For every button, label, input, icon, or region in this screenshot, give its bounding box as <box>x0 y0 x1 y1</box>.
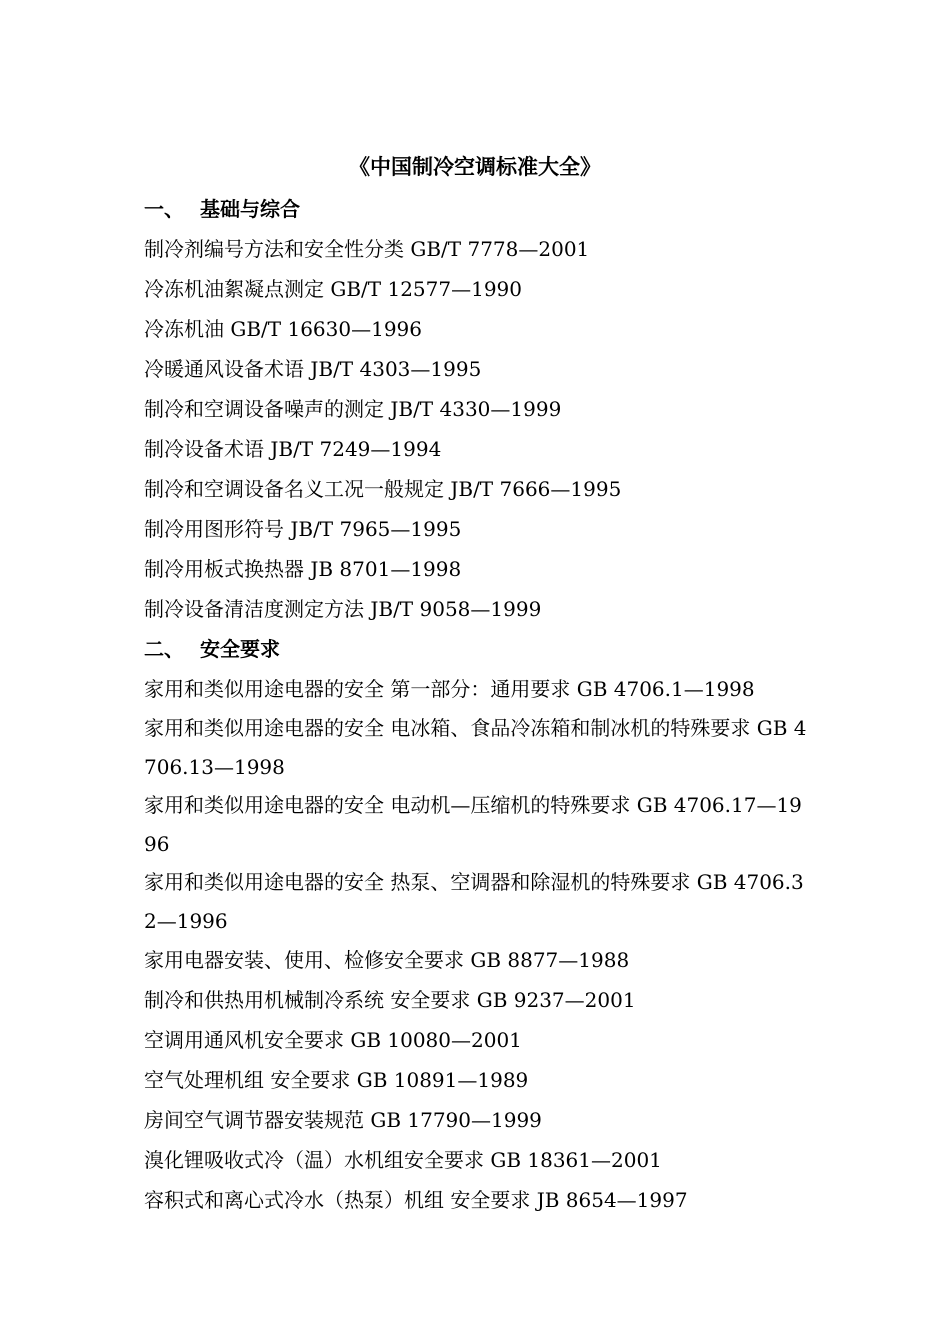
standard-entry: 空气处理机组 安全要求 GB 10891—1989 <box>144 1068 529 1092</box>
standard-entry: 制冷和空调设备名义工况一般规定 JB/T 7666—1995 <box>144 477 622 501</box>
section-heading <box>144 629 814 669</box>
document-title: 《中国制冷空调标准大全》 <box>349 155 601 179</box>
standard-entry: 冷冻机油 GB/T 16630—1996 <box>144 317 422 341</box>
standard-entry: 冷暖通风设备术语 JB/T 4303—1995 <box>144 357 482 381</box>
standard-entry: 制冷设备术语 JB/T 7249—1994 <box>144 437 442 461</box>
document-body <box>144 189 814 1220</box>
section-number: 二、 <box>144 637 184 661</box>
standard-entry: 家用和类似用途电器的安全 电动机—压缩机的特殊要求 GB 4706.17—1996 <box>144 793 802 856</box>
standard-entry: 制冷用板式换热器 JB 8701—1998 <box>144 557 462 581</box>
standard-entry: 家用和类似用途电器的安全 热泵、空调器和除湿机的特殊要求 GB 4706.32—1996 <box>144 870 804 933</box>
standard-entry: 制冷用图形符号 JB/T 7965—1995 <box>144 517 462 541</box>
standard-entry: 制冷剂编号方法和安全性分类 GB/T 7778—2001 <box>144 237 590 261</box>
section-heading <box>144 189 814 229</box>
standard-entry: 制冷和空调设备噪声的测定 JB/T 4330—1999 <box>144 397 562 421</box>
standard-entry: 房间空气调节器安装规范 GB 17790—1999 <box>144 1108 542 1132</box>
standard-entry: 家用和类似用途电器的安全 第一部分：通用要求 GB 4706.1—1998 <box>144 677 755 701</box>
section-title: 基础与综合 <box>200 197 300 221</box>
section-title: 安全要求 <box>200 637 280 661</box>
standard-entry: 容积式和离心式冷水（热泵）机组 安全要求 JB 8654—1997 <box>144 1188 688 1212</box>
standard-entry: 溴化锂吸收式冷（温）水机组安全要求 GB 18361—2001 <box>144 1148 662 1172</box>
standard-entry: 冷冻机油絮凝点测定 GB/T 12577—1990 <box>144 277 522 301</box>
standard-entry: 制冷和供热用机械制冷系统 安全要求 GB 9237—2001 <box>144 988 636 1012</box>
standard-entry: 制冷设备清洁度测定方法 JB/T 9058—1999 <box>144 597 542 621</box>
standard-entry: 空调用通风机安全要求 GB 10080—2001 <box>144 1028 522 1052</box>
standard-entry: 家用和类似用途电器的安全 电冰箱、食品冷冻箱和制冰机的特殊要求 GB 4706.13—1998 <box>144 716 807 779</box>
section-number: 一、 <box>144 197 184 221</box>
standard-entry: 家用电器安装、使用、检修安全要求 GB 8877—1988 <box>144 948 630 972</box>
